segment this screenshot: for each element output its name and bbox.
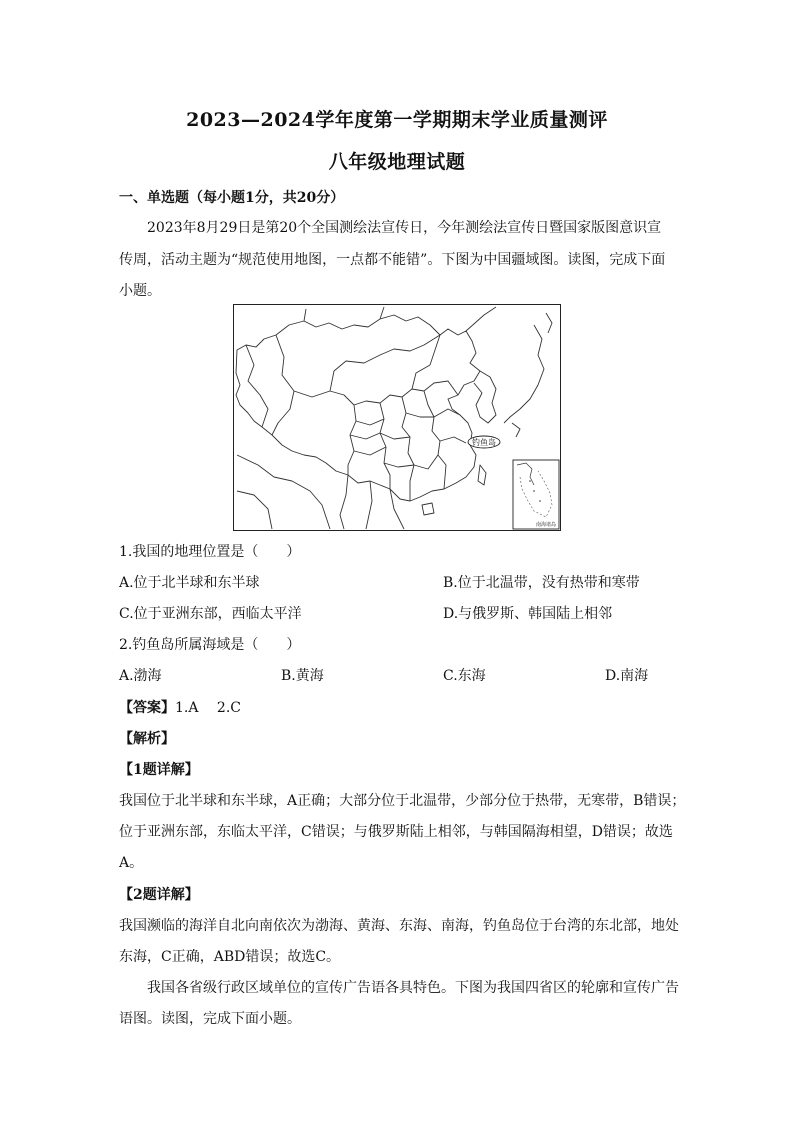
q2-option-a: A.渤海: [119, 668, 162, 684]
q2-stem: 2.钓鱼岛所属海域是（ ）: [119, 637, 301, 653]
detail1-label: 【1题详解】: [119, 762, 199, 778]
analysis-label: 【解析】: [119, 731, 175, 747]
china-territory-map: [233, 304, 561, 531]
page-subtitle: 八年级地理试题: [328, 151, 466, 173]
answer-label: 【答案】: [119, 700, 175, 716]
q1-option-d: D.与俄罗斯、韩国陆上相邻: [443, 606, 613, 622]
section-heading: 一、单选题（每小题1分，共20分）: [119, 190, 345, 206]
q1-option-a: A.位于北半球和东半球: [119, 575, 260, 591]
q1-stem: 1.我国的地理位置是（ ）: [119, 544, 301, 560]
detail1-line-2: 位于亚洲东部，东临太平洋，C错误；与俄罗斯陆上相邻，与韩国隔海相望，D错误；故选: [119, 824, 673, 840]
q1-option-b: B.位于北温带，没有热带和寒带: [443, 575, 640, 591]
answer-line: [119, 697, 241, 717]
q2-option-b: B.黄海: [281, 668, 324, 684]
intro-line-2: 传周，活动主题为“规范使用地图，一点都不能错”。下图为中国疆域图。读图，完成下面: [119, 252, 666, 268]
answer-values: 1.A 2.C: [175, 700, 241, 716]
next-intro-line-2: 语图。读图，完成下面小题。: [119, 1011, 301, 1027]
q2-option-c: C.东海: [443, 668, 486, 684]
next-intro-line-1: 我国各省级行政区域单位的宣传广告语各具特色。下图为我国四省区的轮廓和宣传广告: [147, 980, 679, 996]
detail2-label: 【2题详解】: [119, 887, 199, 903]
page-title: 2023—2024学年度第一学期期末学业质量测评: [186, 109, 608, 131]
intro-line-3: 小题。: [119, 283, 161, 299]
detail1-line-3: A。: [119, 855, 144, 871]
diaoyu-island-label: 钓鱼岛: [472, 438, 496, 447]
detail2-line-1: 我国濒临的海洋自北向南依次为渤海、黄海、东海、南海，钓鱼岛位于台湾的东北部，地处: [119, 918, 679, 934]
q2-option-d: D.南海: [605, 668, 649, 684]
inset-label: 南海诸岛: [535, 522, 557, 528]
china-border: [236, 315, 480, 501]
intro-line-1: 2023年8月29日是第20个全国测绘法宣传日，今年测绘法宣传日暨国家版图意识宣: [147, 220, 662, 236]
q1-option-c: C.位于亚洲东部，西临太平洋: [119, 606, 302, 622]
detail2-line-2: 东海，C正确，ABD错误；故选C。: [119, 949, 341, 965]
south-sea-inset: [513, 460, 559, 529]
detail1-line-1: 我国位于北半球和东半球，A正确；大部分位于北温带，少部分位于热带，无寒带，B错误；: [119, 793, 686, 809]
